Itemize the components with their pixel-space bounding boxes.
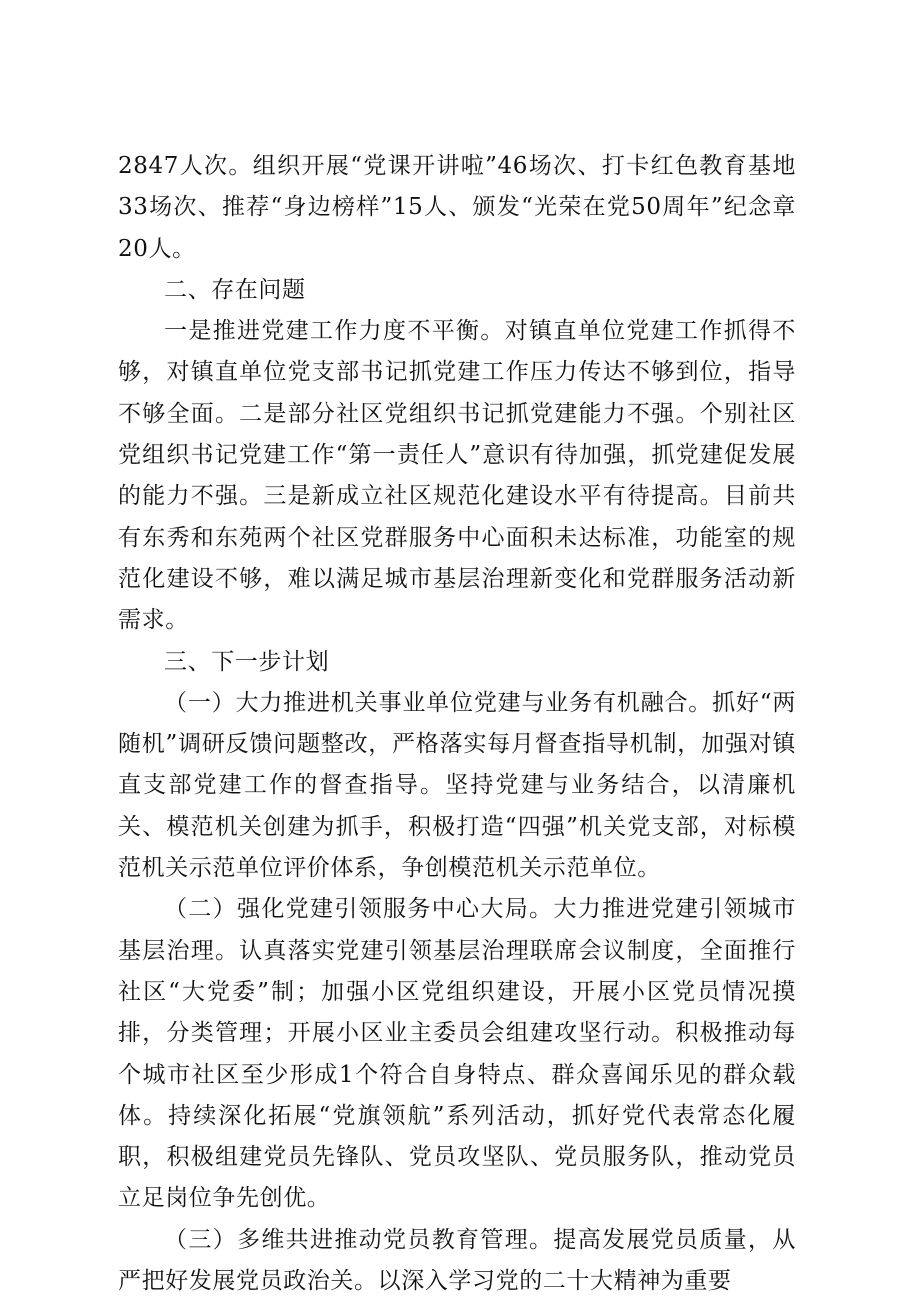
paragraph-plan-3: （三）多维共进推动党员教育管理。提高发展党员质量，从严把好发展党员政治关。以深入学习党的二十大精神为重要 — [118, 1226, 796, 1295]
paragraph-plan-1: （一）大力推进机关事业单位党建与业务有机融合。抓好“两随机”调研反馈问题整改，严格落实每月督查指导机制，加强对镇直支部党建工作的督查指导。坚持党建与业务结合，以清廉机关、模范机关创建为抓手，积极打造“四强”机关党支部，对标模范机关示范单位评价体系，争创模范机关示范单位。 — [118, 689, 796, 882]
paragraph-continuation: 2847人次。组织开展“党课开讲啦”46场次、打卡红色教育基地33场次、推荐“身边榜样”15人、颁发“光荣在党50周年”纪念章20人。 — [118, 153, 796, 262]
section-heading-plan: 三、下一步计划 — [164, 648, 330, 675]
paragraph-plan-2: （二）强化党建引领服务中心大局。大力推进党建引领城市基层治理。认真落实党建引领基层治理联席会议制度，全面推行社区“大党委”制；加强小区党组织建设，开展小区党员情况摸排，分类管理；开展小区业主委员会组建攻坚行动。积极推动每个城市社区至少形成1个符合自身特点、群众喜闻乐见的群众载体。持续深化拓展“党旗领航”系列活动，抓好党代表常态化履职，积极组建党员先锋队、党员攻坚队、党员服务队，推动党员立足岗位争先创优。 — [118, 896, 796, 1212]
document-body — [118, 146, 796, 1302]
paragraph-problems: 一是推进党建工作力度不平衡。对镇直单位党建工作抓得不够，对镇直单位党支部书记抓党建工作压力传达不够到位，指导不够全面。二是部分社区党组织书记抓党建能力不强。个别社区党组织书记党建工作“第一责任人”意识有待加强，抓党建促发展的能力不强。三是新成立社区规范化建设水平有待提高。目前共有东秀和东苑两个社区党群服务中心面积未达标准，功能室的规范化建设不够，难以满足城市基层治理新变化和党群服务活动新需求。 — [118, 318, 796, 634]
section-heading-problems: 二、存在问题 — [164, 276, 306, 303]
